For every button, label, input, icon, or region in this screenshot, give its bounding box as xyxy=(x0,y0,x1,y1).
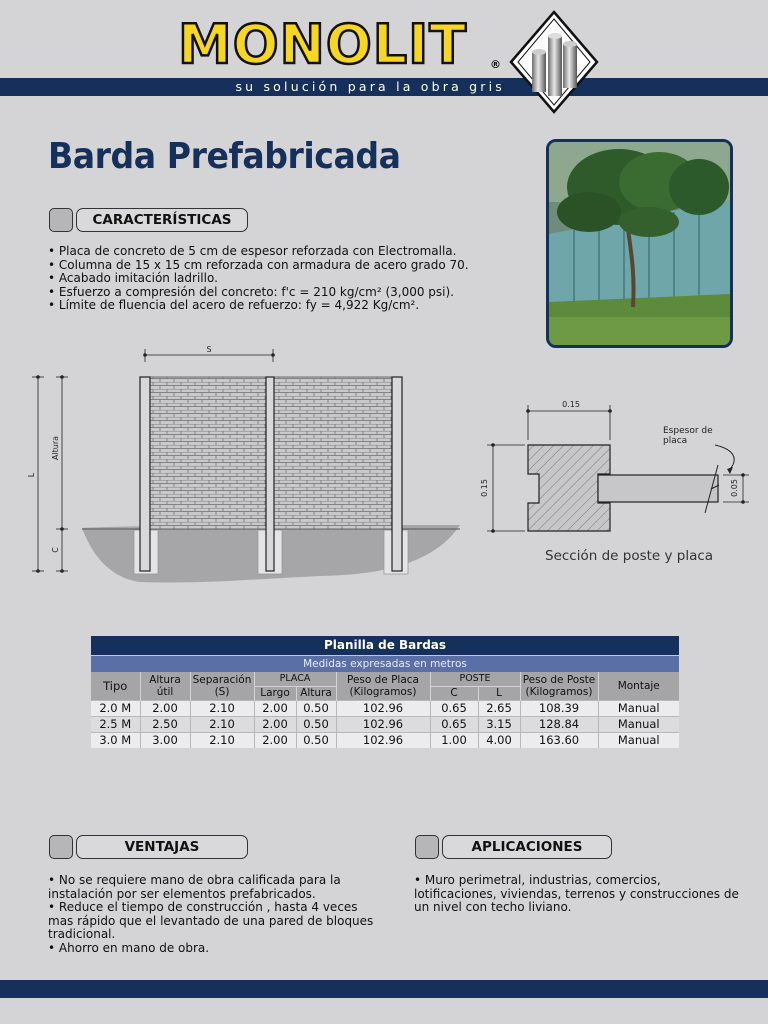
table-cell: 108.39 xyxy=(520,700,598,716)
col-peso-placa-l1: Peso de Placa xyxy=(346,673,419,686)
heading-caracteristicas: CARACTERÍSTICAS xyxy=(76,208,248,232)
table-cell: 0.50 xyxy=(296,700,336,716)
brand-logo-text: MONOLIT xyxy=(178,13,468,76)
table-cell: 1.00 xyxy=(430,732,478,748)
table-row xyxy=(91,716,679,732)
list-item: • Esfuerzo a compresión del concreto: f'c = 210 kg/cm² (3,000 psi). xyxy=(48,286,518,300)
col-peso-poste-l1: Peso de Poste xyxy=(522,673,596,686)
section-marker-caracteristicas xyxy=(49,208,73,232)
table-subtitle: Medidas expresadas en metros xyxy=(91,655,679,672)
col-peso-placa xyxy=(336,672,430,700)
heading-ventajas: VENTAJAS xyxy=(76,835,248,859)
table-body xyxy=(91,700,679,748)
section-marker-aplicaciones xyxy=(415,835,439,859)
table-cell: 2.10 xyxy=(190,700,254,716)
table-cell: 3.00 xyxy=(140,732,190,748)
table-cell: 0.50 xyxy=(296,732,336,748)
table-cell: 3.0 M xyxy=(91,732,140,748)
table-cell: 2.00 xyxy=(254,700,296,716)
section-caption: Sección de poste y placa xyxy=(545,548,714,564)
table-cell: 2.00 xyxy=(140,700,190,716)
heading-aplicaciones: APLICACIONES xyxy=(442,835,612,859)
ventajas-list xyxy=(48,874,378,955)
table-cell: 2.50 xyxy=(140,716,190,732)
list-item: • Reduce el tiempo de construcción , hasta 4 veces mas rápido que el levantado de una pared de bloques tradicional. xyxy=(48,901,378,942)
page-title: Barda Prefabricada xyxy=(48,136,401,177)
table-cell: 2.5 M xyxy=(91,716,140,732)
dim-l-label: L xyxy=(27,472,36,478)
footer-band xyxy=(0,980,768,998)
table-cell: 0.65 xyxy=(430,716,478,732)
dim-altura-label: Altura xyxy=(51,435,60,461)
espesor-label-line1: Espesor de xyxy=(663,426,713,436)
product-photo xyxy=(546,139,733,348)
col-c: C xyxy=(430,686,478,700)
concrete-columns-diamond-icon xyxy=(508,10,600,115)
table-cell: 102.96 xyxy=(336,700,430,716)
col-poste: POSTE xyxy=(430,672,520,686)
section-marker-ventajas xyxy=(49,835,73,859)
col-altura: Altura xyxy=(296,686,336,700)
caracteristicas-list xyxy=(48,245,518,313)
brand-tagline: su solución para la obra gris xyxy=(235,79,505,94)
table-cell: 0.65 xyxy=(430,700,478,716)
col-montaje: Montaje xyxy=(617,679,660,692)
table-cell: 2.65 xyxy=(478,700,520,716)
section-height-label: 0.15 xyxy=(480,479,489,497)
col-tipo: Tipo xyxy=(91,672,140,700)
table-row xyxy=(91,700,679,716)
planilla-table xyxy=(91,636,679,748)
table-cell: 0.50 xyxy=(296,716,336,732)
table-cell: 2.10 xyxy=(190,732,254,748)
col-separacion-l2: (S) xyxy=(214,685,230,698)
list-item: • Acabado imitación ladrillo. xyxy=(48,272,518,286)
col-separacion xyxy=(190,672,254,700)
col-altura-util xyxy=(140,672,190,700)
table-cell: 102.96 xyxy=(336,716,430,732)
dim-c-label: C xyxy=(51,547,60,553)
list-item: • Columna de 15 x 15 cm reforzada con armadura de acero grado 70. xyxy=(48,259,518,273)
section-width-label: 0.15 xyxy=(562,400,580,409)
table-cell: 163.60 xyxy=(520,732,598,748)
table-cell: 2.0 M xyxy=(91,700,140,716)
table-cell: 4.00 xyxy=(478,732,520,748)
col-altura-util-l1: Altura xyxy=(149,673,181,686)
col-peso-poste xyxy=(520,672,598,700)
list-item: • Muro perimetral, industrias, comercios, lotificaciones, viviendas, terrenos y construcciones de un nivel con techo liviano. xyxy=(414,874,739,915)
col-peso-poste-l2: (Kilogramos) xyxy=(525,685,593,698)
table-cell: 2.10 xyxy=(190,716,254,732)
table-cell: 2.00 xyxy=(254,732,296,748)
col-peso-placa-l2: (Kilogramos) xyxy=(349,685,417,698)
table-cell: Manual xyxy=(598,700,679,716)
table-cell: Manual xyxy=(598,716,679,732)
col-altura-util-l2: útil xyxy=(156,685,174,698)
section-drawing xyxy=(475,395,765,575)
table-cell: 3.15 xyxy=(478,716,520,732)
table-cell: Manual xyxy=(598,732,679,748)
table-cell: 2.00 xyxy=(254,716,296,732)
table-row xyxy=(91,732,679,748)
table-cell: 128.84 xyxy=(520,716,598,732)
col-largo: Largo xyxy=(254,686,296,700)
aplicaciones-list xyxy=(414,874,739,915)
list-item: • Ahorro en mano de obra. xyxy=(48,942,378,956)
col-separacion-l1: Separación xyxy=(192,673,252,686)
table-cell: 102.96 xyxy=(336,732,430,748)
table-title: Planilla de Bardas xyxy=(91,636,679,655)
registered-mark: ® xyxy=(490,58,501,71)
list-item: • No se requiere mano de obra calificada para la instalación por ser elementos prefabricados. xyxy=(48,874,378,901)
col-placa: PLACA xyxy=(254,672,336,686)
list-item: • Límite de fluencia del acero de refuerzo: fy = 4,922 Kg/cm². xyxy=(48,299,518,313)
list-item: • Placa de concreto de 5 cm de espesor reforzada con Electromalla. xyxy=(48,245,518,259)
dim-s-label: S xyxy=(206,345,212,354)
elevation-drawing xyxy=(20,340,470,600)
col-l: L xyxy=(478,686,520,700)
plate-thickness-label: 0.05 xyxy=(730,479,739,497)
espesor-label-line2: placa xyxy=(663,436,688,446)
